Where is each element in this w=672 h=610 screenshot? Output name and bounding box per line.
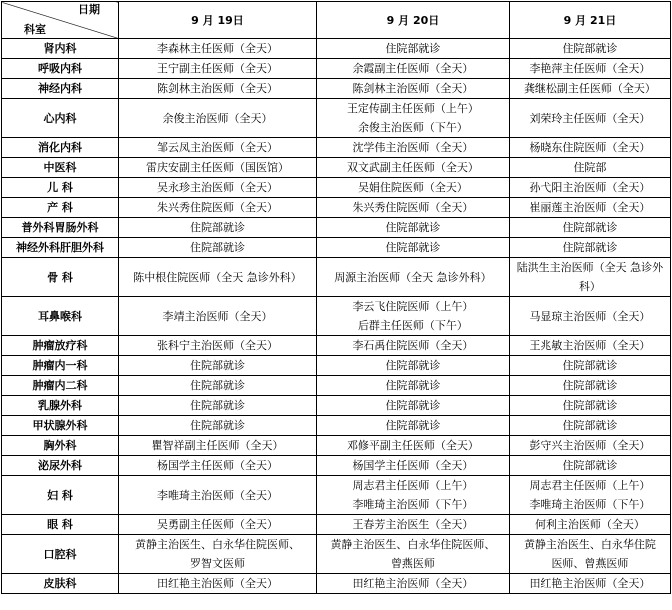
table-row <box>2 258 671 297</box>
doctor-line: 黄静主治医生、白永华住院医师、 <box>134 538 300 551</box>
doctor-line: 李云飞住院医师（上午） <box>352 300 474 313</box>
schedule-cell <box>317 396 510 416</box>
dept-label: 科室 <box>24 23 46 36</box>
dept-cell: 口腔科 <box>2 535 119 574</box>
dept-cell: 消化内科 <box>2 138 119 158</box>
table-row <box>2 218 671 238</box>
schedule-cell <box>118 198 316 218</box>
doctor-line: 住院部就诊 <box>385 42 441 55</box>
schedule-cell <box>509 238 670 258</box>
doctor-line: 余霞副主任医师（全天） <box>352 62 474 75</box>
schedule-cell <box>317 59 510 79</box>
day-header: 9 月 20日 <box>317 2 510 39</box>
table-row <box>2 535 671 574</box>
table-row <box>2 416 671 436</box>
dept-cell: 甲状腺外科 <box>2 416 119 436</box>
doctor-line: 后群主任医师（下午） <box>357 319 468 332</box>
doctor-line: 李靖主治医师（全天） <box>162 309 273 323</box>
schedule-cell <box>118 258 316 297</box>
schedule-cell <box>317 218 510 238</box>
doctor-line: 李唯琦主治医师（全天） <box>156 488 278 502</box>
table-row <box>2 178 671 198</box>
doctor-line: 杨晓东住院医师（全天） <box>529 141 651 154</box>
table-row <box>2 39 671 59</box>
dept-cell: 泌尿外科 <box>2 456 119 476</box>
schedule-cell <box>118 218 316 238</box>
dept-cell: 呼吸内科 <box>2 59 119 79</box>
dept-cell: 皮肤科 <box>2 574 119 594</box>
day-header: 9 月 19日 <box>118 2 316 39</box>
schedule-cell <box>509 515 670 535</box>
schedule-cell <box>509 297 670 336</box>
doctor-line: 住院部就诊 <box>385 359 441 372</box>
doctor-line: 医师、曾燕医师 <box>551 557 629 570</box>
doctor-line: 住院部 <box>573 161 607 174</box>
table-row <box>2 515 671 535</box>
doctor-line: 住院部就诊 <box>189 359 245 372</box>
doctor-line: 田红艳主治医师（全天） <box>529 577 651 590</box>
doctor-line: 双文武副主任医师（全天） <box>346 161 479 174</box>
schedule-cell <box>509 476 670 515</box>
doctor-line: 吴永珍主治医师（全天） <box>156 181 278 194</box>
table-row <box>2 59 671 79</box>
doctor-line: 李森林主任医师（全天） <box>156 42 278 55</box>
doctor-line: 住院部就诊 <box>189 379 245 392</box>
date-label: 日期 <box>77 3 100 16</box>
schedule-cell <box>317 535 510 574</box>
doctor-line: 黄静主治医生、白永华住院 <box>523 538 656 551</box>
doctor-line: 张科宁主治医师（全天） <box>156 339 278 352</box>
dept-cell: 胸外科 <box>2 436 119 456</box>
dept-cell: 产 科 <box>2 198 119 218</box>
doctor-line: 刘荣玲主任医师（全天） <box>529 111 651 125</box>
doctor-line: 沈学伟主治医师（全天） <box>352 141 474 154</box>
schedule-cell <box>509 198 670 218</box>
doctor-line: 王定传副主任医师（上午） <box>346 102 479 115</box>
table-row <box>2 99 671 138</box>
table-row <box>2 456 671 476</box>
doctor-line: 杨国学主任医师（全天） <box>352 459 474 472</box>
schedule-cell <box>509 39 670 59</box>
schedule-cell <box>118 535 316 574</box>
dept-cell: 神经外科肝胆外科 <box>2 238 119 258</box>
doctor-line: 吴娟住院医师（全天） <box>357 181 468 194</box>
schedule-cell <box>509 79 670 99</box>
schedule-cell <box>118 416 316 436</box>
table-row <box>2 436 671 456</box>
schedule-cell <box>317 476 510 515</box>
doctor-line: 李石禹住院医师（全天） <box>352 339 474 352</box>
schedule-cell <box>118 376 316 396</box>
schedule-cell <box>118 39 316 59</box>
schedule-cell <box>118 178 316 198</box>
doctor-line: 黄静主治医生、白永华住院医师、 <box>330 538 496 551</box>
doctor-line: 余俊主治医师（下午） <box>357 121 468 134</box>
schedule-cell <box>509 376 670 396</box>
schedule-cell <box>317 356 510 376</box>
doctor-line: 住院部就诊 <box>562 359 618 372</box>
doctor-line: 李艳萍主任医师（全天） <box>529 62 651 75</box>
schedule-cell <box>509 396 670 416</box>
schedule-cell <box>317 198 510 218</box>
schedule-cell <box>317 336 510 356</box>
schedule-cell <box>509 158 670 178</box>
schedule-cell <box>317 376 510 396</box>
doctor-line: 田红艳主治医师（全天） <box>352 577 474 590</box>
schedule-cell <box>118 574 316 594</box>
dept-cell: 骨 科 <box>2 258 119 297</box>
table-row <box>2 574 671 594</box>
doctor-line: 雷庆安副主任医师（国医馆） <box>145 161 289 174</box>
doctor-line: 孙弋阳主治医师（全天） <box>529 181 651 194</box>
schedule-cell <box>317 138 510 158</box>
schedule-cell <box>317 238 510 258</box>
dept-cell: 妇 科 <box>2 476 119 515</box>
doctor-line: 瞿智祥副主任医师（全天） <box>151 439 284 452</box>
schedule-cell <box>118 79 316 99</box>
doctor-line: 住院部就诊 <box>189 241 245 254</box>
doctor-line: 住院部就诊 <box>189 221 245 234</box>
schedule-cell <box>509 356 670 376</box>
doctor-line: 周志君主任医师（上午） <box>529 479 651 492</box>
doctor-line: 住院部就诊 <box>562 221 618 234</box>
schedule-cell <box>317 79 510 99</box>
doctor-line: 何利主治医师（全天） <box>534 518 645 531</box>
doctor-line: 陆洪生主治医师（全天 急诊外科） <box>516 261 664 293</box>
doctor-line: 龚继松副主任医师（全天） <box>523 82 656 95</box>
doctor-line: 王春芳主治医生（全天） <box>352 518 474 531</box>
schedule-cell <box>118 238 316 258</box>
doctor-line: 陈中根住院医师（全天 急诊外科） <box>133 270 302 284</box>
schedule-cell <box>317 178 510 198</box>
schedule-cell <box>118 336 316 356</box>
doctor-line: 崔丽莲主治医师（全天） <box>529 201 651 214</box>
table-row <box>2 158 671 178</box>
schedule-cell <box>118 476 316 515</box>
doctor-line: 吴勇副主任医师（全天） <box>156 518 278 531</box>
doctor-line: 住院部就诊 <box>189 399 245 412</box>
doctor-line: 住院部就诊 <box>385 221 441 234</box>
table-row <box>2 396 671 416</box>
schedule-cell <box>118 436 316 456</box>
table-row <box>2 476 671 515</box>
doctor-line: 周源主治医师（全天 急诊外科） <box>334 270 492 284</box>
schedule-cell <box>118 158 316 178</box>
doctor-line: 王兆敏主治医师（全天） <box>529 339 651 352</box>
dept-cell: 普外科胃肠外科 <box>2 218 119 238</box>
doctor-line: 王宁副主任医师（全天） <box>156 62 278 75</box>
doctor-line: 曾燕医师 <box>390 557 435 570</box>
schedule-cell <box>509 535 670 574</box>
doctor-line: 住院部就诊 <box>385 241 441 254</box>
schedule-cell <box>509 218 670 238</box>
dept-cell: 中医科 <box>2 158 119 178</box>
table-row <box>2 238 671 258</box>
dept-cell: 神经内科 <box>2 79 119 99</box>
doctor-line: 住院部就诊 <box>562 42 618 55</box>
doctor-line: 住院部就诊 <box>385 379 441 392</box>
schedule-cell <box>118 138 316 158</box>
schedule-cell <box>317 515 510 535</box>
schedule-cell <box>317 574 510 594</box>
doctor-line: 罗智文医师 <box>189 557 245 570</box>
day-header: 9 月 21日 <box>509 2 670 39</box>
doctor-line: 杨国学主任医师（全天） <box>156 459 278 472</box>
dept-cell: 乳腺外科 <box>2 396 119 416</box>
doctor-line: 住院部就诊 <box>562 399 618 412</box>
header-row <box>2 2 671 39</box>
table-row <box>2 79 671 99</box>
doctor-line: 彭守兴主治医师（全天） <box>529 439 651 452</box>
schedule-cell <box>509 258 670 297</box>
doctor-line: 住院部就诊 <box>385 419 441 432</box>
doctor-line: 田红艳主治医师（全天） <box>156 577 278 590</box>
doctor-line: 陈剑林主治医师（全天） <box>156 82 278 95</box>
schedule-cell <box>317 258 510 297</box>
schedule-cell <box>509 99 670 138</box>
doctor-line: 住院部就诊 <box>189 419 245 432</box>
table-row <box>2 356 671 376</box>
dept-cell: 心内科 <box>2 99 119 138</box>
table-row <box>2 336 671 356</box>
schedule-cell <box>317 297 510 336</box>
schedule-cell <box>317 158 510 178</box>
schedule-cell <box>509 436 670 456</box>
dept-cell: 儿 科 <box>2 178 119 198</box>
schedule-cell <box>509 138 670 158</box>
doctor-line: 住院部就诊 <box>562 241 618 254</box>
schedule-cell <box>509 178 670 198</box>
doctor-line: 马显琼主治医师（全天） <box>529 309 651 323</box>
doctor-line: 住院部就诊 <box>562 459 618 472</box>
table-row <box>2 138 671 158</box>
schedule-cell <box>118 297 316 336</box>
dept-cell: 肿瘤内一科 <box>2 356 119 376</box>
dept-cell: 肿瘤内二科 <box>2 376 119 396</box>
doctor-line: 住院部就诊 <box>562 419 618 432</box>
doctor-line: 住院部就诊 <box>562 379 618 392</box>
dept-cell: 耳鼻喉科 <box>2 297 119 336</box>
schedule-cell <box>317 436 510 456</box>
schedule-cell <box>509 416 670 436</box>
doctor-line: 邹云凤主治医师（全天） <box>156 141 278 154</box>
dept-cell: 眼 科 <box>2 515 119 535</box>
doctor-line: 朱兴秀住院医师（全天） <box>352 201 474 214</box>
schedule-cell <box>317 456 510 476</box>
schedule-cell <box>509 574 670 594</box>
schedule-table <box>1 1 671 594</box>
table-row <box>2 297 671 336</box>
schedule-cell <box>118 396 316 416</box>
schedule-cell <box>118 456 316 476</box>
schedule-cell <box>118 356 316 376</box>
doctor-line: 邓修平副主任医师（全天） <box>346 439 479 452</box>
doctor-line: 李唯琦主治医师（下午） <box>352 498 474 511</box>
doctor-line: 陈剑林主治医师（全天） <box>352 82 474 95</box>
corner-cell <box>2 2 119 39</box>
schedule-cell <box>118 515 316 535</box>
schedule-cell <box>317 99 510 138</box>
table-row <box>2 198 671 218</box>
schedule-cell <box>118 99 316 138</box>
schedule-cell <box>317 39 510 59</box>
table-row <box>2 376 671 396</box>
schedule-cell <box>317 416 510 436</box>
schedule-cell <box>118 59 316 79</box>
dept-cell: 肾内科 <box>2 39 119 59</box>
doctor-line: 朱兴秀住院医师（全天） <box>156 201 278 214</box>
schedule-cell <box>509 59 670 79</box>
doctor-line: 住院部就诊 <box>385 399 441 412</box>
schedule-cell <box>509 456 670 476</box>
doctor-line: 李唯琦主治医师（下午） <box>529 498 651 511</box>
doctor-line: 余俊主治医师（全天） <box>162 111 273 125</box>
doctor-line: 周志君主任医师（上午） <box>352 479 474 492</box>
schedule-cell <box>509 336 670 356</box>
dept-cell: 肿瘤放疗科 <box>2 336 119 356</box>
